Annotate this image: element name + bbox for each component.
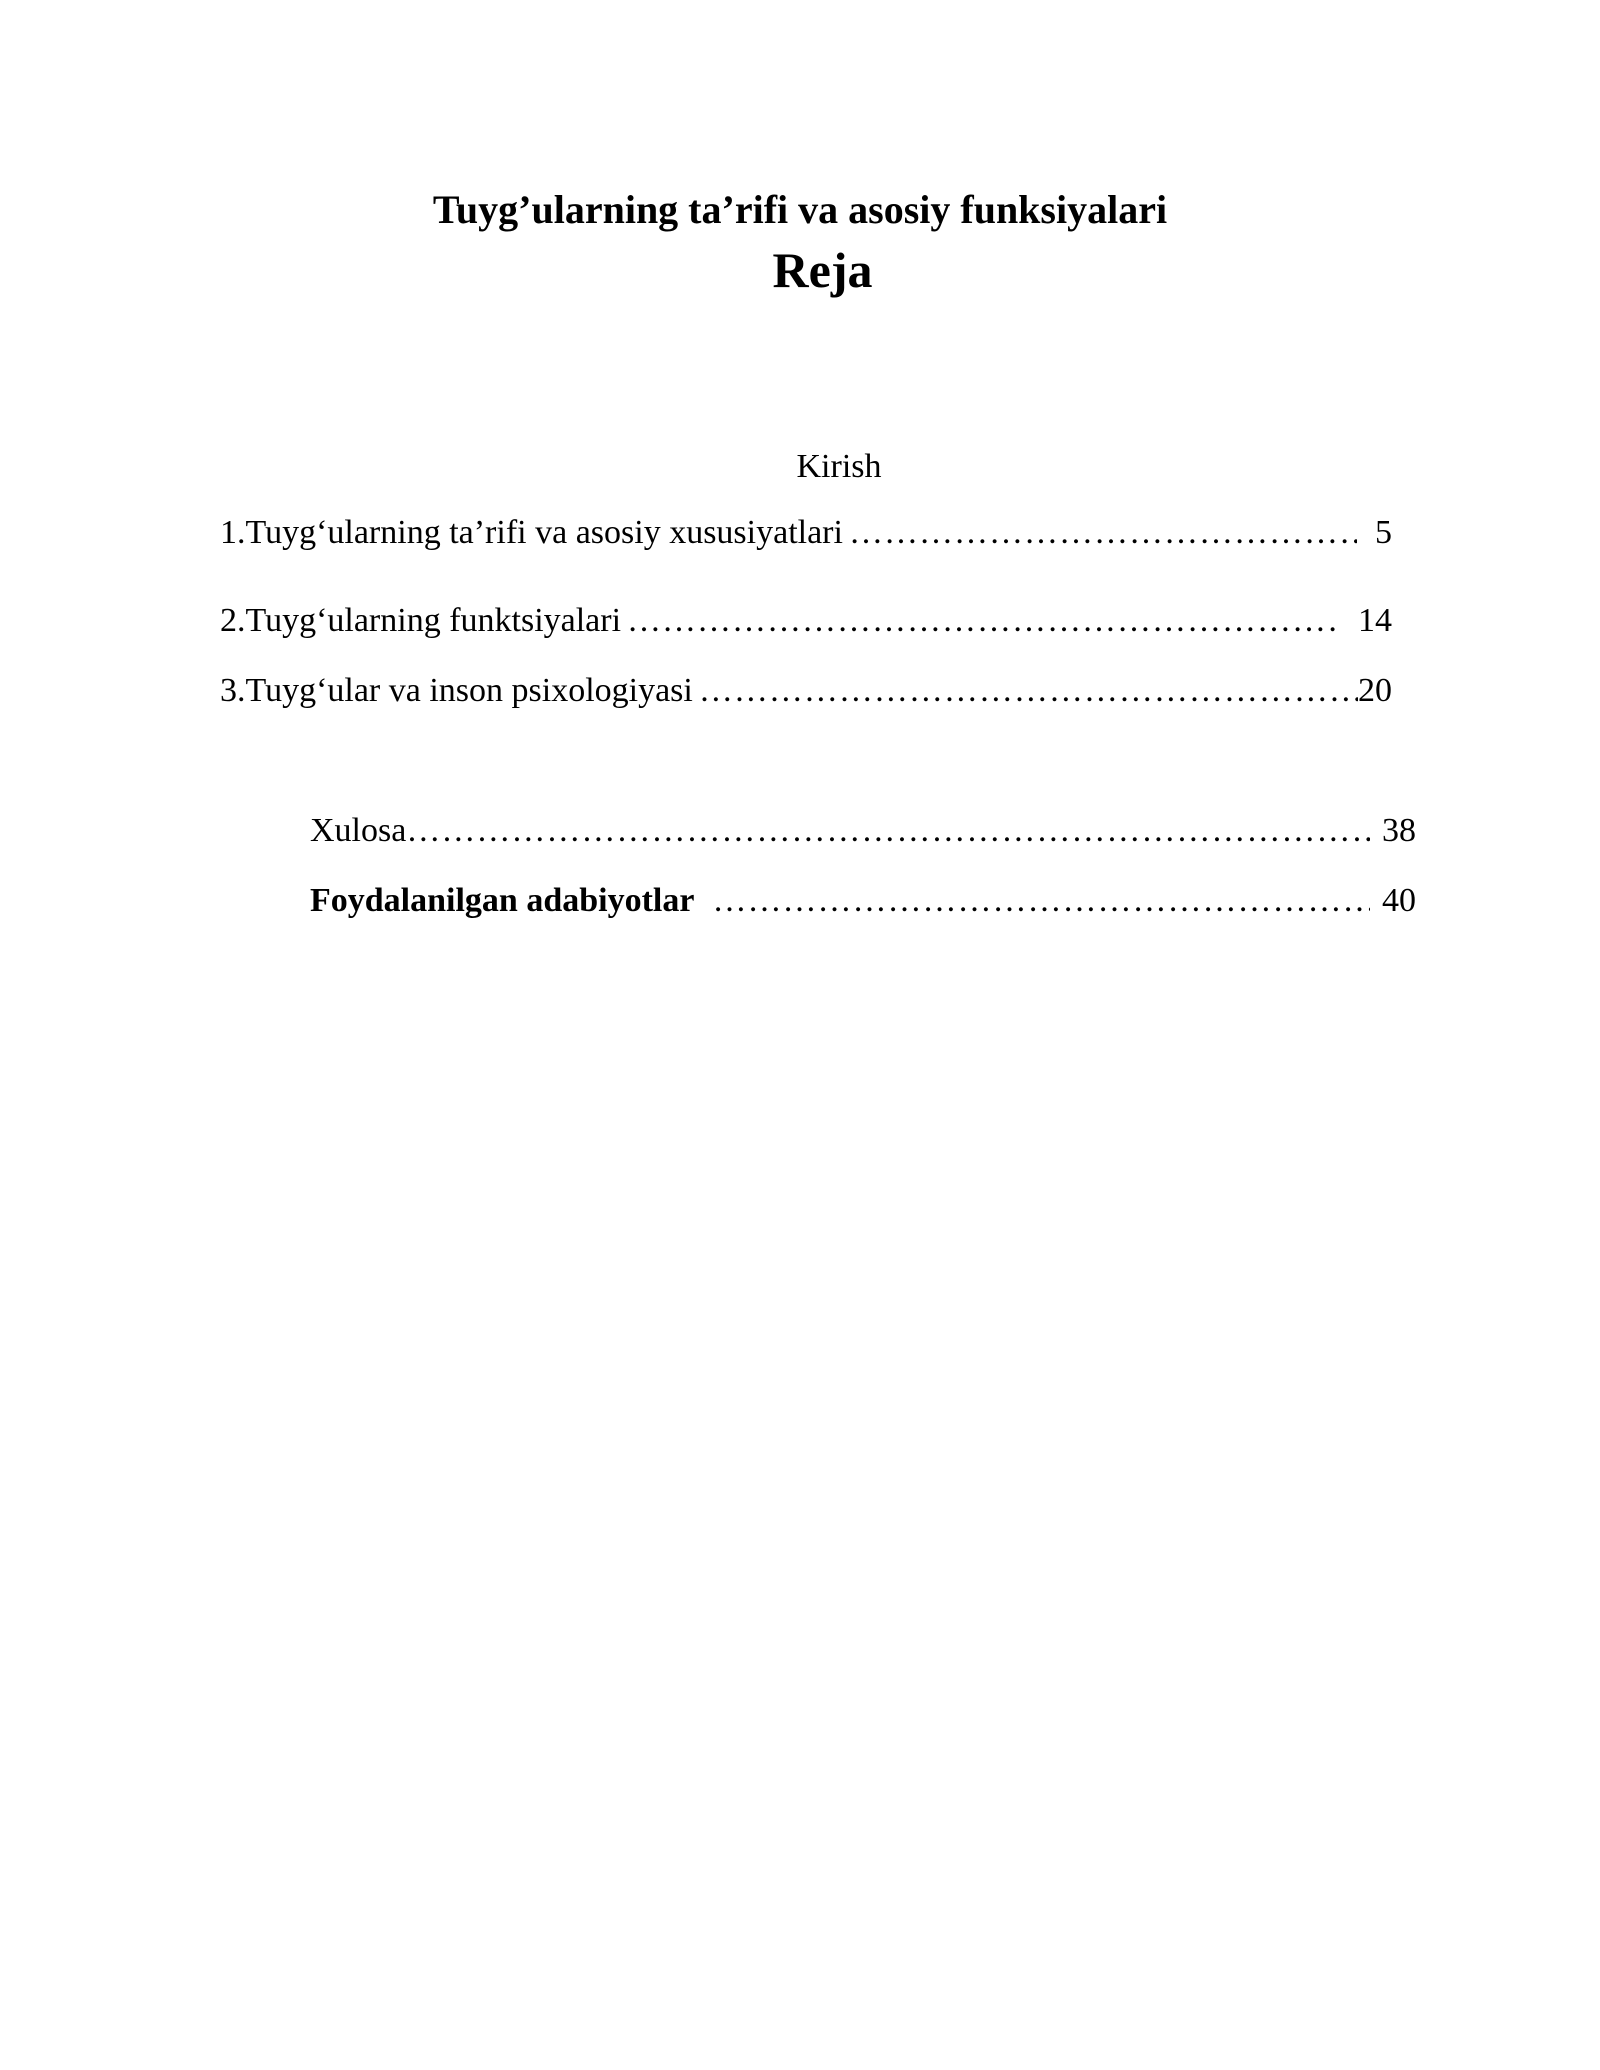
toc-leader-dots [843, 512, 1357, 554]
document-title: Tuyg’ularning ta’rifi va asosiy funksiyalari [432, 187, 1168, 232]
toc-leader-dots [621, 600, 1340, 642]
toc-references-page: 40 [1382, 882, 1416, 919]
toc-entry-3 [220, 670, 1392, 712]
toc-references [310, 880, 1416, 922]
toc-entry-page: 14 [1358, 602, 1392, 639]
toc-leader-dots [693, 670, 1358, 712]
toc-entry-number: 1. [220, 514, 246, 551]
toc-entry-label: Tuyg‘ularning ta’rifi va asosiy xususiyatlari [245, 514, 843, 551]
toc-intro: Kirish [796, 448, 882, 485]
toc-entry-label: Tuyg‘ular va inson psixologiyasi [245, 672, 693, 709]
toc-entry-number: 3. [220, 672, 246, 709]
toc-leader-dots [694, 880, 1370, 922]
toc-conclusion [310, 810, 1416, 852]
toc-leader-dots [406, 810, 1370, 852]
plan-heading: Reja [772, 242, 873, 298]
toc-entry-page: 20 [1358, 672, 1392, 709]
toc-entry-label: Tuyg‘ularning funktsiyalari [245, 602, 622, 639]
toc-entry-page: 5 [1375, 514, 1392, 551]
toc-entry-number: 2. [220, 602, 246, 639]
toc-references-label: Foydalanilgan adabiyotlar [310, 882, 695, 919]
toc-entry-2 [220, 600, 1392, 642]
toc-conclusion-label: Xulosa [310, 812, 407, 849]
toc-entry-1 [220, 512, 1392, 554]
toc-conclusion-page: 38 [1382, 812, 1416, 849]
